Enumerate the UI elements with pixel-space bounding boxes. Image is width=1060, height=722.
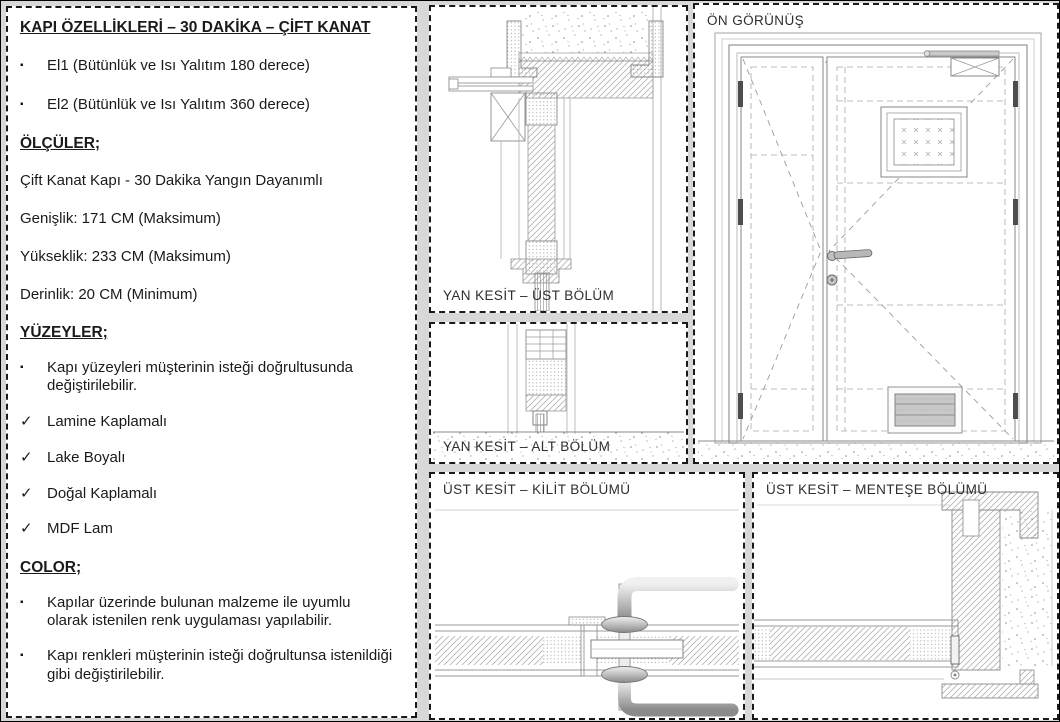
surface-option-text: Lamine Kaplamalı	[47, 413, 168, 431]
door-leaf-section	[526, 93, 557, 274]
bullet-square-icon: ▪	[20, 650, 24, 661]
surfaces-heading: YÜZEYLER;	[20, 324, 108, 342]
surface-option	[20, 520, 395, 539]
caption-top-section-lock: ÜST KESİT – KİLİT BÖLÜMÜ	[443, 482, 631, 497]
frame-anchor-box	[491, 93, 525, 141]
bullet-square-icon: ▪	[20, 596, 24, 608]
checkmark-icon: ✓	[20, 520, 33, 538]
checkmark-icon: ✓	[20, 413, 33, 431]
surface-option	[20, 449, 395, 468]
feature-text: El2 (Bütünlük ve Isı Yalıtım 360 derece)	[47, 96, 310, 114]
panel-top-section-hinge	[752, 472, 1059, 720]
drop-seal	[533, 411, 547, 432]
surface-option-text: Doğal Kaplamalı	[47, 484, 158, 502]
panel-top-section-lock	[429, 472, 745, 720]
checkmark-icon: ✓	[20, 484, 33, 502]
vision-window	[881, 107, 967, 177]
dimension-line: Derinlik: 20 CM (Minimum)	[20, 285, 198, 303]
panel-front-view	[693, 3, 1059, 464]
feature-text: El1 (Bütünlük ve Isı Yalıtım 180 derece)	[47, 57, 310, 75]
color-note-text: Kapı renkleri müşterinin isteği doğrultunsa istenildiği gibi değiştirilebilir.	[47, 647, 393, 683]
color-heading: COLOR;	[20, 559, 82, 577]
page-title: KAPI ÖZELLİKLERİ – 30 DAKİKA – ÇİFT KANAT	[20, 19, 371, 36]
top-section-hinge-drawing	[754, 474, 1057, 718]
color-note	[20, 647, 395, 685]
bullet-square-icon: ▪	[20, 60, 24, 72]
caption-side-section-top: YAN KESİT – ÜST BÖLÜM	[443, 288, 615, 303]
ventilation-grille-icon	[888, 387, 962, 433]
caption-side-section-bottom: YAN KESİT – ALT BÖLÜM	[443, 439, 611, 454]
checkmark-icon: ✓	[20, 448, 33, 466]
spec-text-panel	[6, 6, 417, 718]
surface-option-text: Lake Boyalı	[47, 448, 126, 466]
dimension-line: Çift Kanat Kapı - 30 Dakika Yangın Dayanımlı	[20, 172, 323, 190]
color-note	[20, 594, 395, 632]
surface-option	[20, 413, 395, 432]
top-section-lock-drawing	[431, 474, 743, 718]
bullet-square-icon: ▪	[20, 99, 24, 111]
feature-item	[20, 57, 395, 76]
panel-side-section-top	[429, 5, 688, 313]
caption-top-section-hinge: ÜST KESİT – MENTEŞE BÖLÜMÜ	[766, 482, 988, 497]
dimensions-heading: ÖLÇÜLER;	[20, 134, 101, 152]
door-leaf-bottom-section	[526, 330, 566, 411]
surface-option-text: MDF Lam	[47, 520, 113, 538]
surfaces-note-text: Kapı yüzeyleri müşterinin isteği doğrultusunda değiştirilebilir.	[47, 358, 353, 395]
dimension-line: Genişlik: 171 CM (Maksimum)	[20, 210, 221, 227]
surface-option	[20, 485, 395, 504]
dimension-line: Yükseklik: 233 CM (Maksimum)	[20, 247, 231, 265]
feature-item	[20, 96, 395, 115]
side-section-top-drawing	[431, 7, 686, 311]
front-view-drawing	[695, 5, 1057, 462]
bullet-square-icon: ▪	[20, 361, 24, 373]
left-leaf	[741, 57, 823, 441]
caption-front-view: ÖN GÖRÜNÜŞ	[707, 13, 805, 28]
hinge-section-icon	[951, 636, 959, 679]
panel-side-section-bottom	[429, 322, 688, 464]
surfaces-note	[20, 359, 395, 397]
color-note-text: Kapılar üzerinde bulunan malzeme ile uyumlu olarak istenilen renk uygulaması yapılabilir.	[47, 593, 351, 630]
